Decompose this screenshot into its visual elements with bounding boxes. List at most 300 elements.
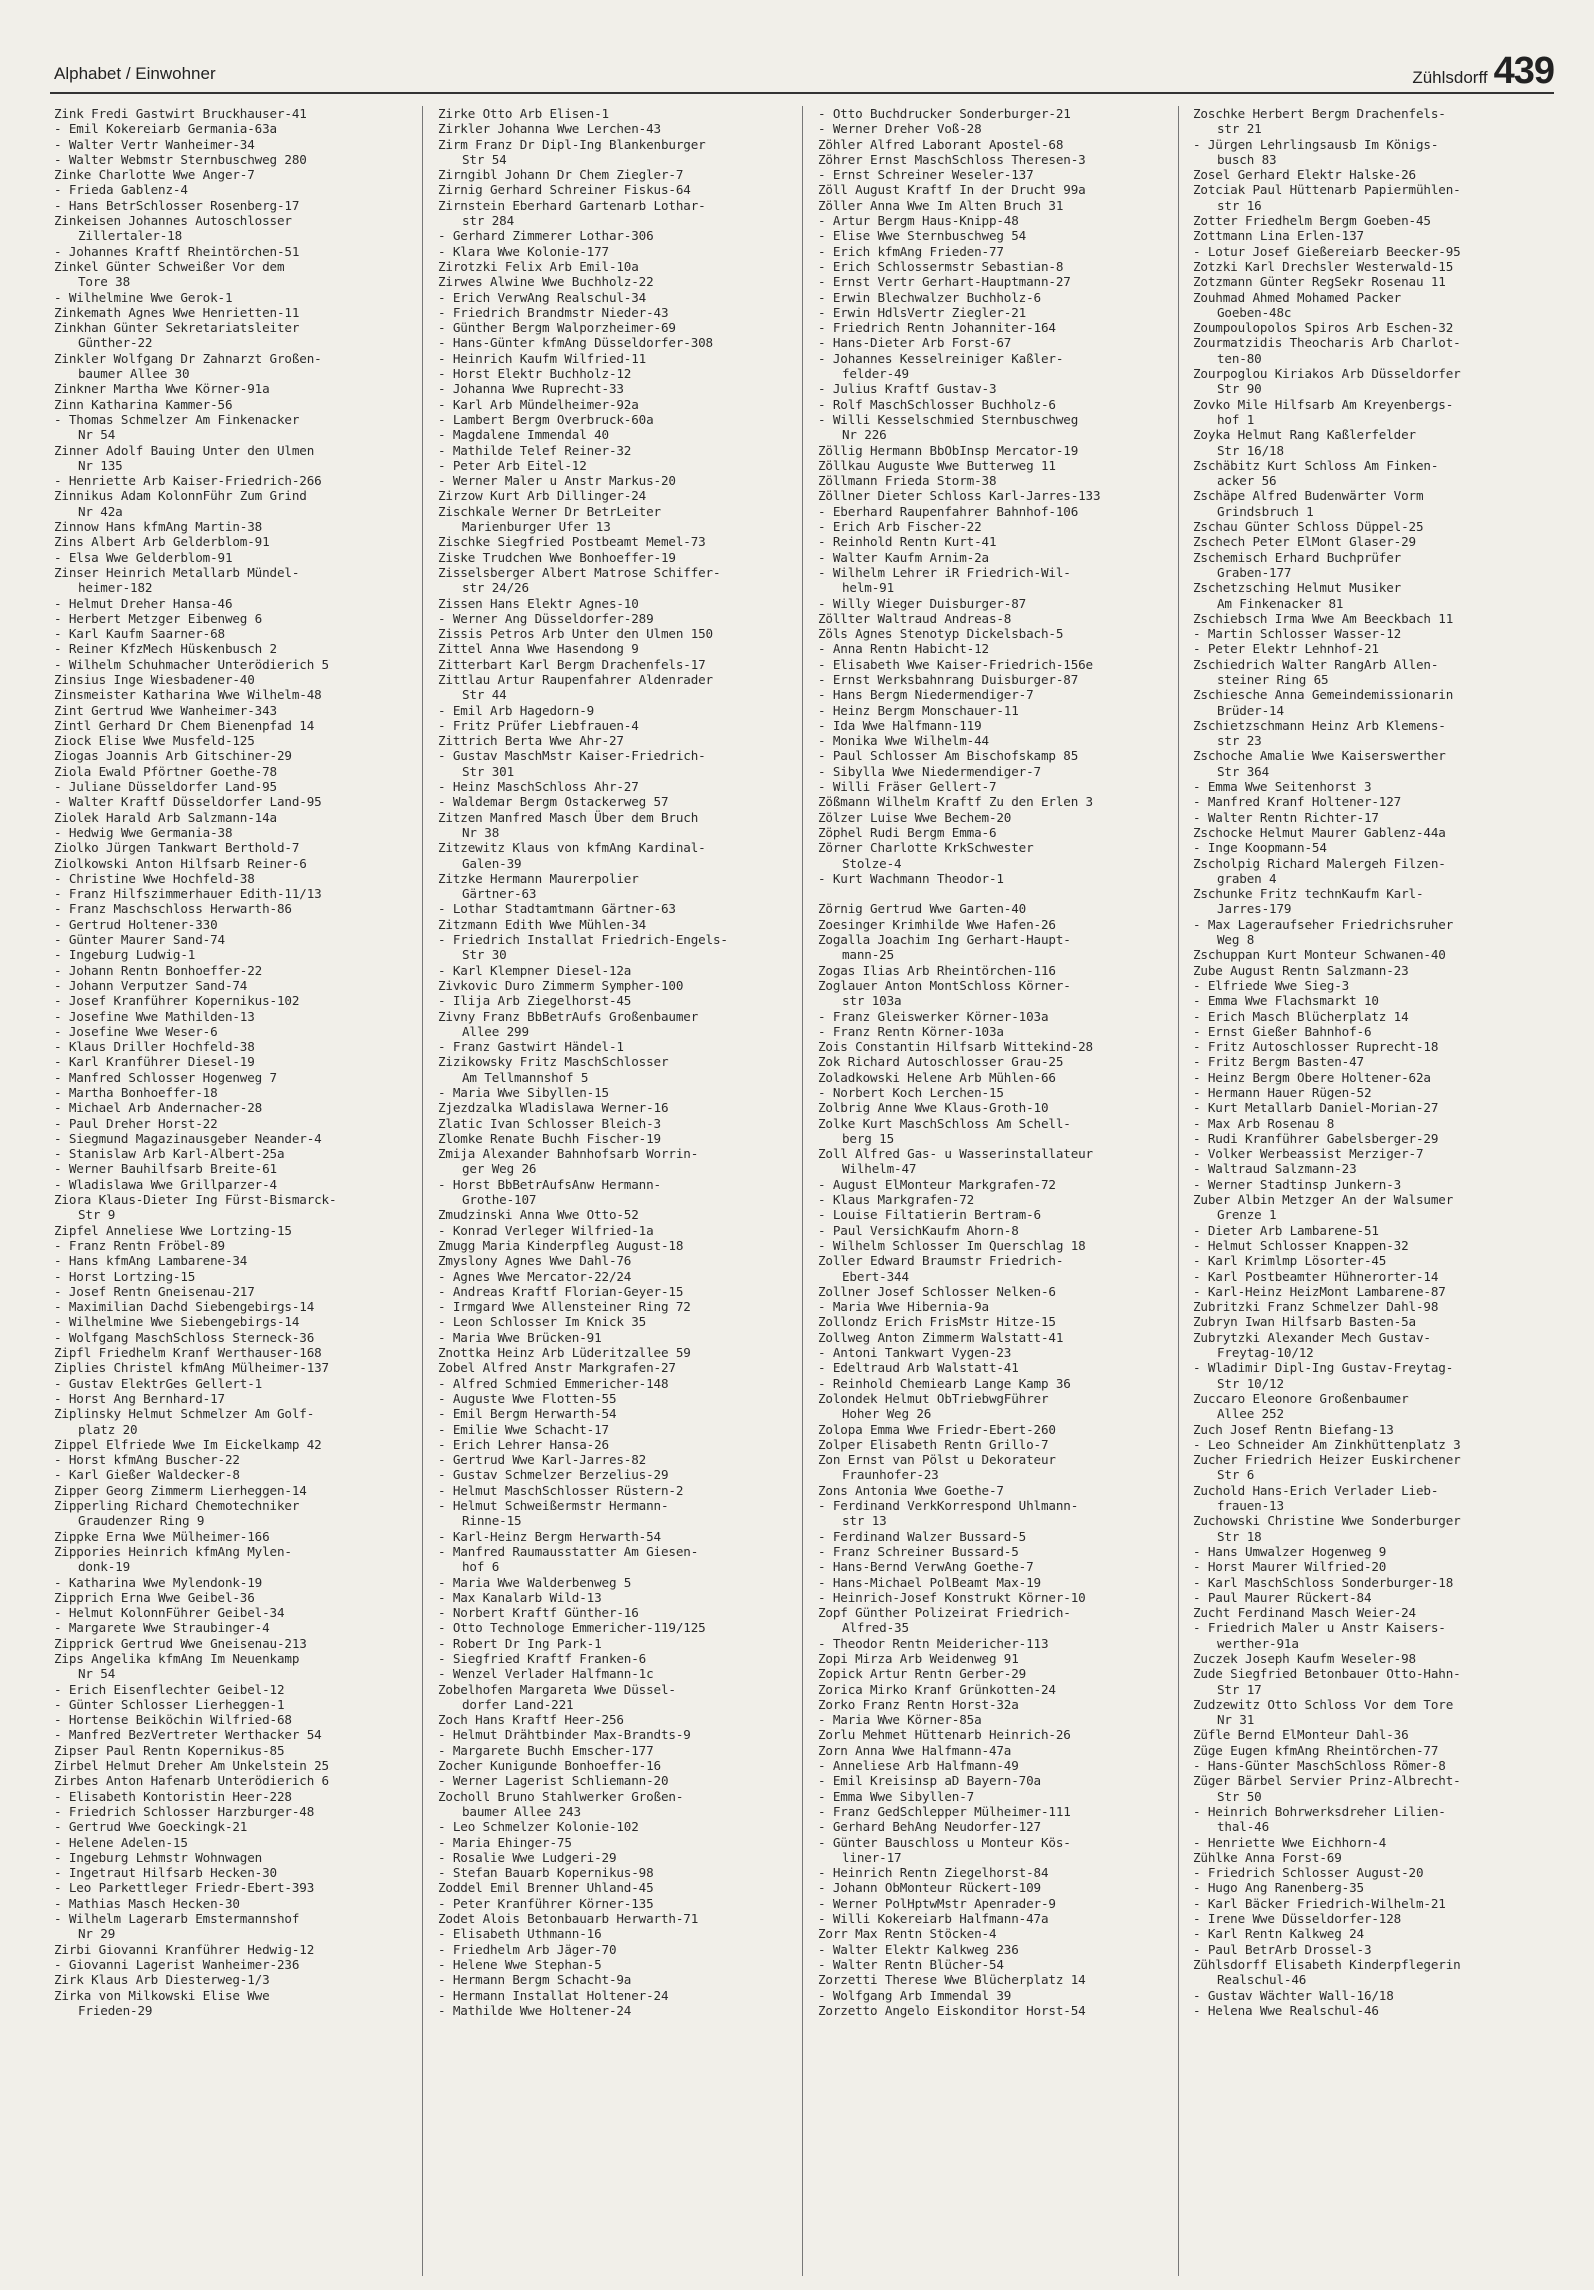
directory-entry: Zuczek Joseph Kaufm Weseler-98 bbox=[1193, 1650, 1416, 1666]
directory-entry: - Walter Rentn Richter-17 bbox=[1193, 809, 1379, 825]
directory-entry: - Monika Wwe Wilhelm-44 bbox=[818, 733, 989, 749]
directory-entry: - Hans kfmAng Lambarene-34 bbox=[54, 1253, 248, 1269]
directory-entry: Zirk Klaus Arb Diesterweg-1/3 bbox=[54, 1972, 270, 1988]
directory-entry: - Franz GedSchlepper Mülheimer-111 bbox=[818, 1803, 1071, 1819]
directory-entry: - Hans-Günter kfmAng Düsseldorfer-308 bbox=[438, 335, 713, 351]
directory-entry: Zuchold Hans-Erich Verlader Lieb- bbox=[1193, 1482, 1439, 1498]
entry-continuation: Grenze 1 bbox=[1217, 1207, 1277, 1223]
entry-continuation: Str 30 bbox=[462, 947, 507, 963]
entry-continuation: baumer Allee 30 bbox=[78, 366, 190, 382]
directory-entry: - Walter Kraftf Düsseldorfer Land-95 bbox=[54, 794, 322, 810]
directory-entry: - Rolf MaschSchlosser Buchholz-6 bbox=[818, 396, 1056, 412]
entry-continuation: Am Tellmannshof 5 bbox=[462, 1069, 589, 1085]
directory-entry: - Hans-Bernd VerwAng Goethe-7 bbox=[818, 1559, 1034, 1575]
directory-entry: - Anna Rentn Habicht-12 bbox=[818, 641, 989, 657]
directory-entry: - Horst kfmAng Buscher-22 bbox=[54, 1452, 240, 1468]
directory-entry: Zocholl Bruno Stahlwerker Großen- bbox=[438, 1788, 684, 1804]
directory-entry: Zirbes Anton Hafenarb Unterödierich 6 bbox=[54, 1773, 329, 1789]
directory-entry: Zöller Anna Wwe Im Alten Bruch 31 bbox=[818, 197, 1064, 213]
directory-entry: - Wilhelm Lagerarb Emstermannshof bbox=[54, 1911, 300, 1927]
directory-entry: - Eberhard Raupenfahrer Bahnhof-106 bbox=[818, 503, 1079, 519]
entry-continuation: Str 50 bbox=[1217, 1788, 1262, 1804]
entry-continuation: Str 90 bbox=[1217, 381, 1262, 397]
directory-entry: - Hortense Beiköchin Wilfried-68 bbox=[54, 1712, 292, 1728]
directory-entry: - Ida Wwe Halfmann-119 bbox=[818, 717, 982, 733]
directory-entry: Zois Constantin Hilfsarb Wittekind-28 bbox=[818, 1039, 1093, 1055]
directory-entry: - Andreas Kraftf Florian-Geyer-15 bbox=[438, 1283, 684, 1299]
directory-entry: Zoesinger Krimhilde Wwe Hafen-26 bbox=[818, 916, 1056, 932]
directory-entry bbox=[818, 886, 1180, 901]
directory-entry: Zirm Franz Dr Dipl-Ing Blankenburger bbox=[438, 136, 706, 152]
directory-entry: - Wilhelm Schuhmacher Unterödierich 5 bbox=[54, 656, 329, 672]
directory-entry: Zitzen Manfred Masch Über dem Bruch bbox=[438, 809, 699, 825]
directory-entry: Zscholpig Richard Malergeh Filzen- bbox=[1193, 855, 1446, 871]
directory-entry: Zirnig Gerhard Schreiner Fiskus-64 bbox=[438, 182, 691, 198]
directory-entry: Zons Antonia Wwe Goethe-7 bbox=[818, 1482, 1004, 1498]
directory-entry: - Fritz Bergm Basten-47 bbox=[1193, 1054, 1364, 1070]
directory-entry: - Karl Gießer Waldecker-8 bbox=[54, 1467, 240, 1483]
entry-continuation: Graben-177 bbox=[1217, 564, 1292, 580]
directory-entry: - Walter Rentn Blücher-54 bbox=[818, 1956, 1004, 1972]
directory-entry: Zschoche Amalie Wwe Kaiserswerther bbox=[1193, 748, 1446, 764]
directory-entry: Zlomke Renate Buchh Fischer-19 bbox=[438, 1130, 661, 1146]
entry-continuation: Str 54 bbox=[462, 151, 507, 167]
directory-entry: - Werner PolHptwMstr Apenrader-9 bbox=[818, 1895, 1056, 1911]
directory-entry: - Otto Technologe Emmericher-119/125 bbox=[438, 1620, 706, 1636]
entry-continuation: baumer Allee 243 bbox=[462, 1803, 581, 1819]
directory-entry: Zoyka Helmut Rang Kaßlerfelder bbox=[1193, 427, 1416, 443]
directory-entry: Zogas Ilias Arb Rheintörchen-116 bbox=[818, 962, 1056, 978]
directory-entry: - Leo Schneider Am Zinkhüttenplatz 3 bbox=[1193, 1436, 1461, 1452]
directory-entry: Zotter Friedhelm Bergm Goeben-45 bbox=[1193, 213, 1431, 229]
directory-entry: Zint Gertrud Wwe Wanheimer-343 bbox=[54, 702, 277, 718]
entry-continuation: Nr 38 bbox=[462, 824, 500, 840]
directory-entry: Zmyslony Agnes Wwe Dahl-76 bbox=[438, 1253, 632, 1269]
directory-entry: Zube August Rentn Salzmann-23 bbox=[1193, 962, 1409, 978]
directory-entry: - Heinz Bergm Obere Holtener-62a bbox=[1193, 1069, 1431, 1085]
directory-entry: Zude Siegfried Betonbauer Otto-Hahn- bbox=[1193, 1666, 1461, 1682]
directory-entry: - Helene Wwe Stephan-5 bbox=[438, 1956, 602, 1972]
directory-entry: - Walter Webmstr Sternbuschweg 280 bbox=[54, 151, 307, 167]
entry-continuation: liner-17 bbox=[842, 1849, 902, 1865]
directory-entry: - Erich Eisenflechter Geibel-12 bbox=[54, 1681, 285, 1697]
directory-entry: - Johann ObMonteur Rückert-109 bbox=[818, 1880, 1041, 1896]
directory-entry: Zins Albert Arb Gelderblom-91 bbox=[54, 534, 270, 550]
entry-continuation: Nr 31 bbox=[1217, 1712, 1255, 1728]
directory-entry: - Maria Wwe Körner-85a bbox=[818, 1712, 982, 1728]
entry-continuation: Günther-22 bbox=[78, 335, 153, 351]
entry-continuation: Hoher Weg 26 bbox=[842, 1406, 932, 1422]
directory-entry: - Max Kanalarb Wild-13 bbox=[438, 1589, 602, 1605]
directory-entry: - Gustav Schmelzer Berzelius-29 bbox=[438, 1467, 669, 1483]
directory-entry: - Werner Stadtinsp Junkern-3 bbox=[1193, 1176, 1402, 1192]
directory-entry: - Helmut KolonnFührer Geibel-34 bbox=[54, 1605, 285, 1621]
directory-entry: Zisselsberger Albert Matrose Schiffer- bbox=[438, 564, 721, 580]
directory-entry: Zorzetti Therese Wwe Blücherplatz 14 bbox=[818, 1972, 1086, 1988]
directory-entry: - Karl Kaufm Saarner-68 bbox=[54, 626, 225, 642]
directory-entry: Ziolko Jürgen Tankwart Berthold-7 bbox=[54, 840, 300, 856]
directory-entry: - Wolfgang Arb Immendal 39 bbox=[818, 1987, 1012, 2003]
directory-entry: - Hans-Michael PolBeamt Max-19 bbox=[818, 1574, 1041, 1590]
directory-entry: - Wladimir Dipl-Ing Gustav-Freytag- bbox=[1193, 1360, 1454, 1376]
entry-continuation: str 13 bbox=[842, 1513, 887, 1529]
directory-entry: Zoumpoulopolos Spiros Arb Eschen-32 bbox=[1193, 320, 1454, 336]
directory-entry: - Günther Bergm Walporzheimer-69 bbox=[438, 320, 676, 336]
directory-entry: Zorzetto Angelo Eiskonditor Horst-54 bbox=[818, 2002, 1086, 2018]
entry-continuation: Grindsbruch 1 bbox=[1217, 503, 1314, 519]
directory-entry: - Edeltraud Arb Walstatt-41 bbox=[818, 1360, 1019, 1376]
entry-continuation: str 16 bbox=[1217, 197, 1262, 213]
directory-entry: - Rudi Kranführer Gabelsberger-29 bbox=[1193, 1130, 1439, 1146]
directory-entry: Zittrich Berta Wwe Ahr-27 bbox=[438, 733, 624, 749]
directory-entry: - Wolfgang MaschSchloss Sterneck-36 bbox=[54, 1329, 315, 1345]
directory-entry: Zirke Otto Arb Elisen-1 bbox=[438, 106, 609, 121]
directory-entry: Zinsmeister Katharina Wwe Wilhelm-48 bbox=[54, 687, 322, 703]
directory-entry: - Hans Bergm Niedermendiger-7 bbox=[818, 687, 1034, 703]
directory-entry: - Horst Ang Bernhard-17 bbox=[54, 1390, 225, 1406]
entry-continuation: Galen-39 bbox=[462, 855, 522, 871]
entry-continuation: graben 4 bbox=[1217, 870, 1277, 886]
directory-entry: - Friedrich Schlosser August-20 bbox=[1193, 1865, 1424, 1881]
directory-entry: Zollner Josef Schlosser Nelken-6 bbox=[818, 1283, 1056, 1299]
directory-entry: Zippke Erna Wwe Mülheimer-166 bbox=[54, 1528, 270, 1544]
directory-entry: - Gerhard BehAng Neudorfer-127 bbox=[818, 1819, 1041, 1835]
directory-entry: Zizikowsky Fritz MaschSchlosser bbox=[438, 1054, 669, 1070]
entry-continuation: thal-46 bbox=[1217, 1819, 1270, 1835]
directory-entry: - Kurt Metallarb Daniel-Morian-27 bbox=[1193, 1100, 1439, 1116]
entry-continuation: Allee 252 bbox=[1217, 1406, 1284, 1422]
entry-continuation: Alfred-35 bbox=[842, 1620, 909, 1636]
column-2 bbox=[438, 106, 800, 2018]
directory-entry: Zirngibl Johann Dr Chem Ziegler-7 bbox=[438, 167, 684, 183]
directory-entry: - Friedrich Brandmstr Nieder-43 bbox=[438, 304, 669, 320]
directory-entry: - Heinrich Bohrwerksdreher Lilien- bbox=[1193, 1803, 1446, 1819]
directory-entry: Ziplies Christel kfmAng Mülheimer-137 bbox=[54, 1360, 329, 1376]
entry-continuation: Realschul-46 bbox=[1217, 1972, 1307, 1988]
directory-entry: - Franz Gastwirt Händel-1 bbox=[438, 1039, 624, 1055]
entry-continuation: felder-49 bbox=[842, 366, 909, 382]
section-title: Alphabet / Einwohner bbox=[54, 64, 216, 83]
directory-entry: Zivkovic Duro Zimmerm Sympher-100 bbox=[438, 977, 684, 993]
directory-entry: - Manfred Schlosser Hogenweg 7 bbox=[54, 1069, 277, 1085]
header-rule bbox=[50, 92, 1554, 94]
directory-entry: - Heinrich-Josef Konstrukt Körner-10 bbox=[818, 1589, 1086, 1605]
directory-entry: Zöll August Kraftf In der Drucht 99a bbox=[818, 182, 1086, 198]
directory-entry: - Sibylla Wwe Niedermendiger-7 bbox=[818, 763, 1041, 779]
entry-continuation: hof 1 bbox=[1217, 411, 1255, 427]
directory-entry: - August ElMonteur Markgrafen-72 bbox=[818, 1176, 1056, 1192]
directory-entry: Zühlsdorff Elisabeth Kinderpflegerin bbox=[1193, 1956, 1461, 1972]
directory-entry: - Helena Wwe Realschul-46 bbox=[1193, 2002, 1379, 2018]
directory-entry: Ziock Elise Wwe Musfeld-125 bbox=[54, 733, 255, 749]
directory-entry: - Dieter Arb Lambarene-51 bbox=[1193, 1222, 1379, 1238]
directory-columns bbox=[50, 106, 1554, 2276]
directory-entry: Zitzke Hermann Maurerpolier bbox=[438, 870, 639, 886]
directory-entry: Zörnig Gertrud Wwe Garten-40 bbox=[818, 901, 1027, 917]
directory-entry: - Karl Klempner Diesel-12a bbox=[438, 962, 632, 978]
entry-continuation: frauen-13 bbox=[1217, 1498, 1284, 1514]
entry-continuation: Ebert-344 bbox=[842, 1268, 909, 1284]
entry-continuation: Brüder-14 bbox=[1217, 702, 1284, 718]
directory-entry: - Walter Vertr Wanheimer-34 bbox=[54, 136, 255, 152]
directory-entry: - Gerhard Zimmerer Lothar-306 bbox=[438, 228, 654, 244]
directory-entry: Zoddel Emil Brenner Uhland-45 bbox=[438, 1880, 654, 1896]
directory-entry: Zschetzsching Helmut Musiker bbox=[1193, 580, 1402, 596]
directory-entry: - Waldemar Bergm Ostackerweg 57 bbox=[438, 794, 669, 810]
directory-entry: Zoller Edward Braumstr Friedrich- bbox=[818, 1253, 1064, 1269]
directory-entry: - Johann Verputzer Sand-74 bbox=[54, 977, 248, 993]
directory-entry: Zivny Franz BbBetrAufs Großenbaumer bbox=[438, 1008, 699, 1024]
directory-entry: Ziola Ewald Pförtner Goethe-78 bbox=[54, 763, 277, 779]
directory-entry: - Helmut Schlosser Knappen-32 bbox=[1193, 1237, 1409, 1253]
directory-entry: - Auguste Wwe Flotten-55 bbox=[438, 1390, 617, 1406]
entry-continuation: str 21 bbox=[1217, 121, 1262, 137]
entry-continuation: berg 15 bbox=[842, 1130, 895, 1146]
directory-entry: - Manfred Raumausstatter Am Giesen- bbox=[438, 1543, 699, 1559]
directory-entry: Zittlau Artur Raupenfahrer Aldenrader bbox=[438, 671, 713, 687]
directory-entry: Zschech Peter ElMont Glaser-29 bbox=[1193, 534, 1416, 550]
directory-entry: - Willi Fräser Gellert-7 bbox=[818, 779, 997, 795]
directory-entry: - Frieda Gablenz-4 bbox=[54, 182, 188, 198]
directory-entry: - Wilhelm Lehrer iR Friedrich-Wil- bbox=[818, 564, 1071, 580]
entry-continuation: mann-25 bbox=[842, 947, 895, 963]
directory-entry: - Christine Wwe Hochfeld-38 bbox=[54, 870, 255, 886]
entry-continuation: Str 17 bbox=[1217, 1681, 1262, 1697]
directory-entry: Zschuppan Kurt Monteur Schwanen-40 bbox=[1193, 947, 1446, 963]
entry-continuation: helm-91 bbox=[842, 580, 895, 596]
directory-entry: - Elise Wwe Sternbuschweg 54 bbox=[818, 228, 1027, 244]
directory-entry: - Michael Arb Andernacher-28 bbox=[54, 1100, 263, 1116]
directory-entry: - Wenzel Verlader Halfmann-1c bbox=[438, 1666, 654, 1682]
directory-entry: - Emil Arb Hagedorn-9 bbox=[438, 702, 595, 718]
directory-entry: - Gertrud Wwe Goeckingk-21 bbox=[54, 1819, 248, 1835]
directory-entry: - Josefine Wwe Mathilden-13 bbox=[54, 1008, 255, 1024]
directory-entry: - Maximilian Dachd Siebengebirgs-14 bbox=[54, 1299, 315, 1315]
directory-entry: Zips Angelika kfmAng Im Neuenkamp bbox=[54, 1650, 300, 1666]
directory-entry: - Heinz Bergm Monschauer-11 bbox=[818, 702, 1019, 718]
directory-entry: Zoll Alfred Gas- u Wasserinstallateur bbox=[818, 1146, 1093, 1162]
directory-entry: - Irmgard Wwe Allensteiner Ring 72 bbox=[438, 1299, 691, 1315]
directory-entry: Zößmann Wilhelm Kraftf Zu den Erlen 3 bbox=[818, 794, 1093, 810]
directory-entry: - Mathias Masch Hecken-30 bbox=[54, 1895, 240, 1911]
directory-entry: Zopi Mirza Arb Weidenweg 91 bbox=[818, 1650, 1019, 1666]
directory-entry: Zipfl Friedhelm Kranf Werthauser-168 bbox=[54, 1345, 322, 1361]
directory-entry: - Hugo Ang Ranenberg-35 bbox=[1193, 1880, 1364, 1896]
directory-entry: Zuchowski Christine Wwe Sonderburger bbox=[1193, 1513, 1461, 1529]
directory-entry: - Peter Elektr Lehnhof-21 bbox=[1193, 641, 1379, 657]
directory-entry: - Josef Rentn Gneisenau-217 bbox=[54, 1283, 255, 1299]
directory-entry: Zolper Elisabeth Rentn Grillo-7 bbox=[818, 1436, 1049, 1452]
directory-entry: Ziora Klaus-Dieter Ing Fürst-Bismarck- bbox=[54, 1192, 337, 1208]
directory-entry: - Julius Kraftf Gustav-3 bbox=[818, 381, 997, 397]
entry-continuation: Str 44 bbox=[462, 687, 507, 703]
directory-entry: - Manfred Kranf Holtener-127 bbox=[1193, 794, 1402, 810]
directory-entry: - Gertrud Wwe Karl-Jarres-82 bbox=[438, 1452, 647, 1468]
directory-entry: - Erich Schlossermstr Sebastian-8 bbox=[818, 258, 1064, 274]
directory-entry: Zintl Gerhard Dr Chem Bienenpfad 14 bbox=[54, 717, 315, 733]
entry-continuation: Nr 135 bbox=[78, 457, 123, 473]
directory-entry: - Walter Kaufm Arnim-2a bbox=[818, 549, 989, 565]
directory-entry: - Irene Wwe Düsseldorfer-128 bbox=[1193, 1911, 1402, 1927]
directory-entry: - Leo Schmelzer Kolonie-102 bbox=[438, 1819, 639, 1835]
entry-continuation: donk-19 bbox=[78, 1559, 131, 1575]
entry-continuation: Zillertaler-18 bbox=[78, 228, 183, 244]
entry-continuation: str 23 bbox=[1217, 733, 1262, 749]
directory-entry: - Emilie Wwe Schacht-17 bbox=[438, 1421, 609, 1437]
directory-entry: Znottka Heinz Arb Lüderitzallee 59 bbox=[438, 1345, 691, 1361]
directory-entry: - Anneliese Arb Halfmann-49 bbox=[818, 1758, 1019, 1774]
directory-entry: Züger Bärbel Servier Prinz-Albrecht- bbox=[1193, 1773, 1461, 1789]
entry-continuation: Str 9 bbox=[78, 1207, 116, 1223]
column-divider bbox=[1178, 106, 1179, 2276]
page-number: 439 bbox=[1493, 50, 1554, 92]
directory-entry: - Josefine Wwe Weser-6 bbox=[54, 1023, 218, 1039]
entry-continuation: heimer-182 bbox=[78, 580, 153, 596]
directory-entry: Ziolkowski Anton Hilfsarb Reiner-6 bbox=[54, 855, 307, 871]
directory-entry: Zinnikus Adam KolonnFühr Zum Grind bbox=[54, 488, 307, 504]
directory-entry: Ziolek Harald Arb Salzmann-14a bbox=[54, 809, 277, 825]
directory-entry: - Thomas Schmelzer Am Finkenacker bbox=[54, 411, 300, 427]
directory-entry: - Walter Elektr Kalkweg 236 bbox=[818, 1941, 1019, 1957]
page-header bbox=[52, 50, 1554, 90]
directory-entry: - Maria Ehinger-75 bbox=[438, 1834, 572, 1850]
directory-entry: - Hermann Bergm Schacht-9a bbox=[438, 1972, 632, 1988]
directory-entry: Zolbrig Anne Wwe Klaus-Groth-10 bbox=[818, 1100, 1049, 1116]
directory-entry: Zschietzschmann Heinz Arb Klemens- bbox=[1193, 717, 1446, 733]
directory-entry: Zippories Heinrich kfmAng Mylen- bbox=[54, 1543, 292, 1559]
directory-entry: - Erich kfmAng Frieden-77 bbox=[818, 243, 1004, 259]
directory-entry: - Leo Parkettleger Friedr-Ebert-393 bbox=[54, 1880, 315, 1896]
directory-entry: Zovko Mile Hilfsarb Am Kreyenbergs- bbox=[1193, 396, 1454, 412]
directory-entry: - Paul VersichKaufm Ahorn-8 bbox=[818, 1222, 1019, 1238]
directory-entry: - Stefan Bauarb Kopernikus-98 bbox=[438, 1865, 654, 1881]
directory-entry: - Friedrich Schlosser Harzburger-48 bbox=[54, 1803, 315, 1819]
directory-entry: - Helmut MaschSchlosser Rüstern-2 bbox=[438, 1482, 684, 1498]
entry-continuation: Freytag-10/12 bbox=[1217, 1345, 1314, 1361]
directory-entry: Zottmann Lina Erlen-137 bbox=[1193, 228, 1364, 244]
entry-continuation: Str 16/18 bbox=[1217, 442, 1284, 458]
directory-entry: - Helmut Dreher Hansa-46 bbox=[54, 595, 233, 611]
column-4 bbox=[1193, 106, 1555, 2018]
directory-entry: - Fritz Autoschlosser Ruprecht-18 bbox=[1193, 1039, 1439, 1055]
directory-entry: - Helmut Schweißermstr Hermann- bbox=[438, 1498, 669, 1514]
directory-entry: - Gustav Wächter Wall-16/18 bbox=[1193, 1987, 1394, 2003]
directory-entry: - Lothar Stadtamtmann Gärtner-63 bbox=[438, 901, 676, 917]
directory-entry: - Gustav ElektrGes Gellert-1 bbox=[54, 1375, 263, 1391]
directory-entry: Zöllig Hermann BbObInsp Mercator-19 bbox=[818, 442, 1079, 458]
directory-entry: - Werner Ang Düsseldorfer-289 bbox=[438, 610, 654, 626]
directory-entry: - Franz Rentn Körner-103a bbox=[818, 1023, 1004, 1039]
directory-entry: - Günter Schlosser Lierheggen-1 bbox=[54, 1696, 285, 1712]
directory-entry: Zissen Hans Elektr Agnes-10 bbox=[438, 595, 639, 611]
directory-entry: - Reiner KfzMech Hüskenbusch 2 bbox=[54, 641, 277, 657]
directory-entry: Zirkler Johanna Wwe Lerchen-43 bbox=[438, 121, 661, 137]
directory-entry: Zotzmann Günter RegSekr Rosenau 11 bbox=[1193, 274, 1446, 290]
directory-entry: Zitzewitz Klaus von kfmAng Kardinal- bbox=[438, 840, 706, 856]
directory-entry: - Emma Wwe Flachsmarkt 10 bbox=[1193, 993, 1379, 1009]
directory-entry: Zöllter Waltraud Andreas-8 bbox=[818, 610, 1012, 626]
directory-entry: Zorica Mirko Kranf Grünkotten-24 bbox=[818, 1681, 1056, 1697]
directory-entry: Zischkale Werner Dr BetrLeiter bbox=[438, 503, 661, 519]
entry-continuation: Jarres-179 bbox=[1217, 901, 1292, 917]
directory-entry: - Robert Dr Ing Park-1 bbox=[438, 1635, 602, 1651]
directory-entry: Zühlke Anna Forst-69 bbox=[1193, 1849, 1342, 1865]
entry-continuation: ten-80 bbox=[1217, 350, 1262, 366]
directory-entry: - Elisabeth Kontoristin Heer-228 bbox=[54, 1788, 292, 1804]
directory-entry: - Ingeburg Ludwig-1 bbox=[54, 947, 196, 963]
entry-continuation: Marienburger Ufer 13 bbox=[462, 519, 611, 535]
directory-entry: Zorlu Mehmet Hüttenarb Heinrich-26 bbox=[818, 1727, 1071, 1743]
directory-entry: Züge Eugen kfmAng Rheintörchen-77 bbox=[1193, 1742, 1439, 1758]
directory-entry: - Günter Maurer Sand-74 bbox=[54, 932, 225, 948]
directory-entry: - Ingeburg Lehmstr Wohnwagen bbox=[54, 1849, 263, 1865]
directory-entry: - Erich VerwAng Realschul-34 bbox=[438, 289, 647, 305]
directory-entry: Zirbi Giovanni Kranführer Hedwig-12 bbox=[54, 1941, 315, 1957]
directory-entry: - Emma Wwe Sibyllen-7 bbox=[818, 1788, 975, 1804]
column-divider bbox=[802, 106, 803, 2276]
directory-entry: - Hermann Installat Holtener-24 bbox=[438, 1987, 669, 2003]
directory-entry: - Lotur Josef Gießereiarb Beecker-95 bbox=[1193, 243, 1461, 259]
directory-entry: - Martha Bonhoeffer-18 bbox=[54, 1085, 218, 1100]
directory-entry: Zoladkowski Helene Arb Mühlen-66 bbox=[818, 1069, 1056, 1085]
directory-entry: - Elsa Wwe Gelderblom-91 bbox=[54, 549, 233, 565]
directory-entry: - Franz Schreiner Bussard-5 bbox=[818, 1543, 1019, 1559]
directory-entry: - Henriette Wwe Eichhorn-4 bbox=[1193, 1834, 1387, 1850]
directory-entry: Zirotzki Felix Arb Emil-10a bbox=[438, 258, 639, 274]
entry-continuation: busch 83 bbox=[1217, 151, 1277, 167]
entry-continuation: ger Weg 26 bbox=[462, 1161, 537, 1177]
column-divider bbox=[422, 106, 423, 2276]
entry-continuation: Grothe-107 bbox=[462, 1192, 537, 1208]
directory-entry: - Günter Bauschloss u Monteur Kös- bbox=[818, 1834, 1071, 1850]
entry-continuation: Am Finkenacker 81 bbox=[1217, 595, 1344, 611]
directory-entry: Zöllmann Frieda Storm-38 bbox=[818, 473, 997, 489]
directory-entry: Zmudzinski Anna Wwe Otto-52 bbox=[438, 1207, 639, 1223]
directory-entry: - Friedrich Rentn Johanniter-164 bbox=[818, 320, 1056, 336]
directory-entry: Zipprick Gertrud Wwe Gneisenau-213 bbox=[54, 1635, 307, 1651]
directory-entry: Ziogas Joannis Arb Gitschiner-29 bbox=[54, 748, 292, 764]
directory-entry: - Konrad Verleger Wilfried-1a bbox=[438, 1222, 654, 1238]
entry-continuation: Allee 299 bbox=[462, 1023, 529, 1039]
directory-entry: - Paul Schlosser Am Bischofskamp 85 bbox=[818, 748, 1079, 764]
directory-entry: - Klaus Driller Hochfeld-38 bbox=[54, 1039, 255, 1055]
directory-entry: - Erwin Blechwalzer Buchholz-6 bbox=[818, 289, 1041, 305]
directory-entry: - Franz Hilfszimmerhauer Edith-11/13 bbox=[54, 886, 322, 902]
directory-entry: - Hedwig Wwe Germania-38 bbox=[54, 824, 233, 840]
entry-continuation: Str 10/12 bbox=[1217, 1375, 1284, 1391]
directory-entry: - Maria Wwe Sibyllen-15 bbox=[438, 1085, 609, 1100]
directory-entry: - Maria Wwe Brücken-91 bbox=[438, 1329, 602, 1345]
directory-entry: Zipfel Anneliese Wwe Lortzing-15 bbox=[54, 1222, 292, 1238]
directory-entry: - Wladislawa Wwe Grillparzer-4 bbox=[54, 1176, 277, 1192]
directory-entry: - Johannes Kraftf Rheintörchen-51 bbox=[54, 243, 300, 259]
directory-entry: - Ernst Vertr Gerhart-Hauptmann-27 bbox=[818, 274, 1071, 290]
directory-entry: Zuch Josef Rentn Biefang-13 bbox=[1193, 1421, 1394, 1437]
entry-continuation: Nr 226 bbox=[842, 427, 887, 443]
directory-entry: - Franz Maschschloss Herwarth-86 bbox=[54, 901, 292, 917]
directory-entry: - Maria Wwe Walderbenweg 5 bbox=[438, 1574, 632, 1590]
column-3 bbox=[818, 106, 1180, 2018]
directory-entry: - Siegmund Magazinausgeber Neander-4 bbox=[54, 1130, 322, 1146]
directory-entry: - Horst Lortzing-15 bbox=[54, 1268, 196, 1284]
directory-entry: Zubryn Iwan Hilfsarb Basten-5a bbox=[1193, 1314, 1416, 1330]
directory-entry: - Josef Kranführer Kopernikus-102 bbox=[54, 993, 300, 1009]
directory-entry: Zinkel Günter Schweißer Vor dem bbox=[54, 258, 285, 274]
entry-continuation: Nr 54 bbox=[78, 427, 116, 443]
directory-entry: Zmugg Maria Kinderpfleg August-18 bbox=[438, 1237, 684, 1253]
directory-entry: - Mathilde Wwe Holtener-24 bbox=[438, 2002, 632, 2018]
directory-entry: - Erich Arb Fischer-22 bbox=[818, 519, 982, 535]
